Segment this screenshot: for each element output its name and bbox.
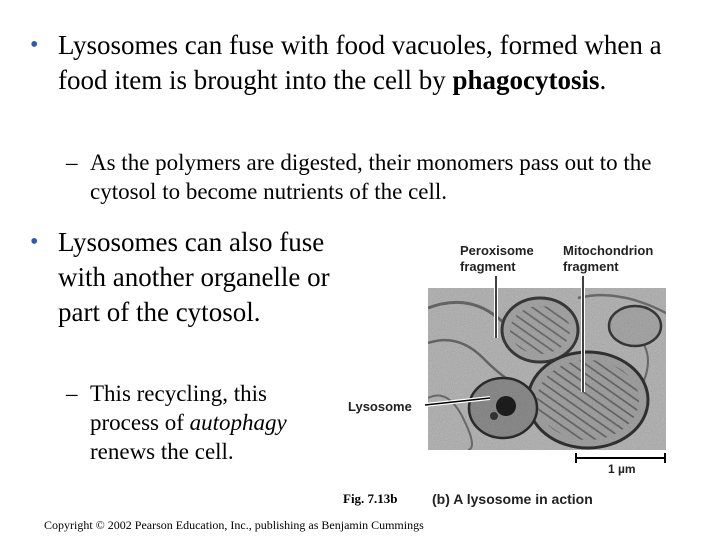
scale-label: 1 µm xyxy=(608,462,636,476)
subbullet-1-text: As the polymers are digested, their monomers pass out to the cytosol to become nutrients of the cell. xyxy=(90,150,652,204)
bullet-1-text: Lysosomes can fuse with food vacuoles, formed when a food item is brought into the cell by xyxy=(58,30,662,95)
bullet-dot: • xyxy=(30,32,39,58)
subbullet-2-text: This recycling, this process of xyxy=(90,381,267,435)
lysosome-pointer xyxy=(425,398,490,405)
peroxisome-label: Peroxisome fragment xyxy=(460,243,534,274)
bullet-dot: • xyxy=(30,229,39,255)
bullet-1-term: phagocytosis xyxy=(452,65,600,95)
mitochondrion-label: Mitochondrion fragment xyxy=(563,243,654,274)
figure-number: Fig. 7.13b xyxy=(343,491,398,506)
bullet-2-text: Lysosomes can also fuse with another organelle or part of the cytosol. xyxy=(58,227,330,327)
lysosome-label: Lysosome xyxy=(348,399,412,414)
sub-dash: – xyxy=(66,381,78,406)
subbullet-2-term: autophagy xyxy=(189,410,287,435)
subbullet-2-end: renews the cell. xyxy=(90,439,234,464)
figure-caption: (b) A lysosome in action xyxy=(432,491,593,507)
bullet-1-end: . xyxy=(599,65,607,95)
copyright-notice: Copyright © 2002 Pearson Education, Inc., publishing as Benjamin Cummings xyxy=(44,518,424,532)
sub-dash: – xyxy=(66,150,78,175)
